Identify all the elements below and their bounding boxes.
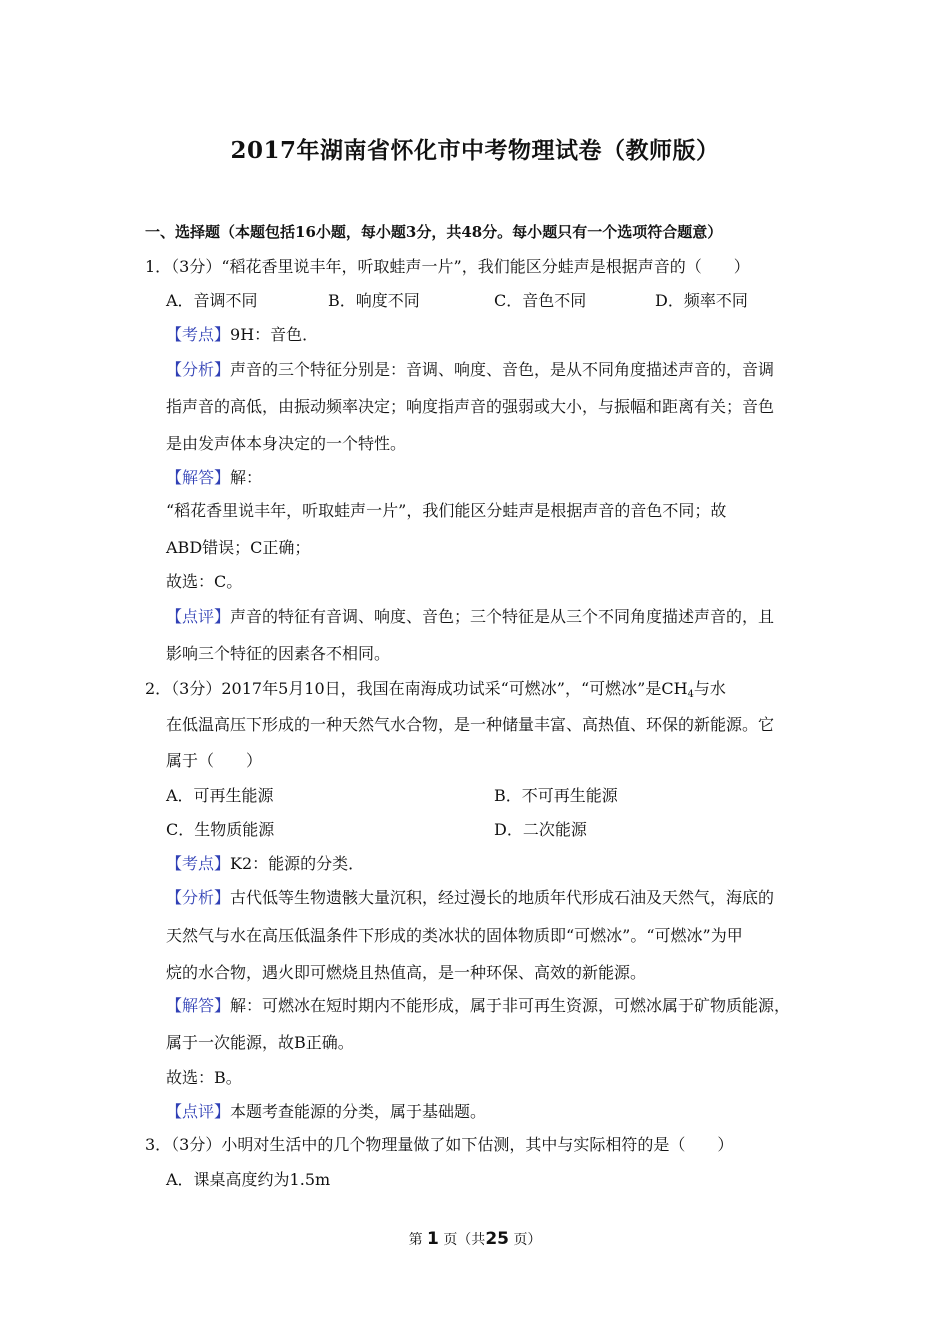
document-title: 2017年湖南省怀化市中考物理试卷（教师版） xyxy=(230,137,720,164)
q1-kaodian xyxy=(166,325,318,345)
q1-fenxi xyxy=(166,360,774,380)
q1-dianping-text-1: 声音的特征有音调、响度、音色；三个特征是从三个不同角度描述声音的，且 xyxy=(230,607,775,626)
q2-answer: 故选：B。 xyxy=(166,1068,242,1087)
q1-answer: 故选：C。 xyxy=(166,572,243,591)
kaodian-label: 【考点】 xyxy=(166,854,231,873)
q2-option-a: A．可再生能源 xyxy=(166,786,274,805)
footer-suffix: 页） xyxy=(513,1232,542,1248)
q2-stem-text-1a: 2．（3分）2017年5月10日，我国在南海成功试采“可燃冰”，“可燃冰”是CH xyxy=(145,679,688,698)
page-footer xyxy=(0,1229,950,1249)
q1-dianping-text-2: 影响三个特征的因素各不相同。 xyxy=(166,644,391,663)
jieda-label: 【解答】 xyxy=(166,996,231,1015)
footer-page-number: 1 xyxy=(427,1229,439,1249)
kaodian-label: 【考点】 xyxy=(166,325,231,344)
q1-jieda-text-3: ABD错误；C正确； xyxy=(166,538,311,557)
fenxi-label: 【分析】 xyxy=(166,888,231,907)
q2-option-d: D．二次能源 xyxy=(494,820,587,839)
footer-middle: 页（共 xyxy=(443,1232,486,1248)
q2-kaodian-text: K2：能源的分类． xyxy=(230,854,365,873)
q2-stem-text-1b: 与水 xyxy=(693,679,726,698)
q3-stem: 3．（3分）小明对生活中的几个物理量做了如下估测，其中与实际相符的是（ ） xyxy=(145,1135,734,1154)
q1-option-a: A．音调不同 xyxy=(166,291,258,310)
fenxi-label: 【分析】 xyxy=(166,360,231,379)
q1-kaodian-text: 9H：音色． xyxy=(230,325,319,344)
section-heading: 一、选择题（本题包括16小题，每小题3分，共48分。每小题只有一个选项符合题意） xyxy=(145,223,723,241)
q2-fenxi xyxy=(166,888,774,908)
q2-option-b: B．不可再生能源 xyxy=(494,786,618,805)
q1-option-b: B．响度不同 xyxy=(328,291,420,310)
q2-jieda xyxy=(166,996,790,1016)
q2-stem-subscript: 4 xyxy=(687,689,694,700)
q2-fenxi-text-3: 烷的水合物，遇火即可燃烧且热值高，是一种环保、高效的新能源。 xyxy=(166,963,647,982)
q1-fenxi-text-2: 指声音的高低，由振动频率决定；响度指声音的强弱或大小，与振幅和距离有关；音色 xyxy=(166,397,775,416)
jieda-label: 【解答】 xyxy=(166,468,231,487)
q1-jieda xyxy=(166,468,262,488)
q1-fenxi-text-1: 声音的三个特征分别是：音调、响度、音色，是从不同角度描述声音的，音调 xyxy=(230,360,775,379)
q1-option-c: C．音色不同 xyxy=(494,291,587,310)
q1-jieda-text-1: 解： xyxy=(230,468,263,487)
q2-stem-line-3: 属于（ ） xyxy=(166,751,263,770)
footer-prefix: 第 xyxy=(408,1232,423,1248)
q2-dianping xyxy=(166,1102,486,1122)
q2-fenxi-text-2: 天然气与水在高压低温条件下形成的类冰状的固体物质即“可燃冰”。“可燃冰”为甲 xyxy=(166,926,743,945)
q1-stem: 1．（3分）“稻花香里说丰年，听取蛙声一片”，我们能区分蛙声是根据声音的（ ） xyxy=(145,257,750,276)
q1-dianping xyxy=(166,607,774,627)
q2-option-c: C．生物质能源 xyxy=(166,820,275,839)
q1-jieda-text-2: “稻花香里说丰年，听取蛙声一片”，我们能区分蛙声是根据声音的音色不同；故 xyxy=(166,501,727,520)
q2-jieda-text-2: 属于一次能源，故B正确。 xyxy=(166,1033,354,1052)
q2-stem-line-2: 在低温高压下形成的一种天然气水合物，是一种储量丰富、高热值、环保的新能源。它 xyxy=(166,715,775,734)
footer-total-pages: 25 xyxy=(485,1229,509,1249)
q2-jieda-text-1: 解：可燃冰在短时期内不能形成，属于非可再生资源，可燃冰属于矿物质能源， xyxy=(230,996,791,1015)
q2-kaodian xyxy=(166,854,364,874)
dianping-label: 【点评】 xyxy=(166,607,231,626)
q2-dianping-text-1: 本题考查能源的分类，属于基础题。 xyxy=(230,1102,487,1121)
q3-option-a: A．课桌高度约为1.5m xyxy=(166,1170,331,1189)
q1-option-d: D．频率不同 xyxy=(655,291,748,310)
q1-fenxi-text-3: 是由发声体本身决定的一个特性。 xyxy=(166,434,407,453)
dianping-label: 【点评】 xyxy=(166,1102,231,1121)
q2-stem-line-1 xyxy=(145,679,726,705)
q2-fenxi-text-1: 古代低等生物遗骸大量沉积，经过漫长的地质年代形成石油及天然气，海底的 xyxy=(230,888,775,907)
